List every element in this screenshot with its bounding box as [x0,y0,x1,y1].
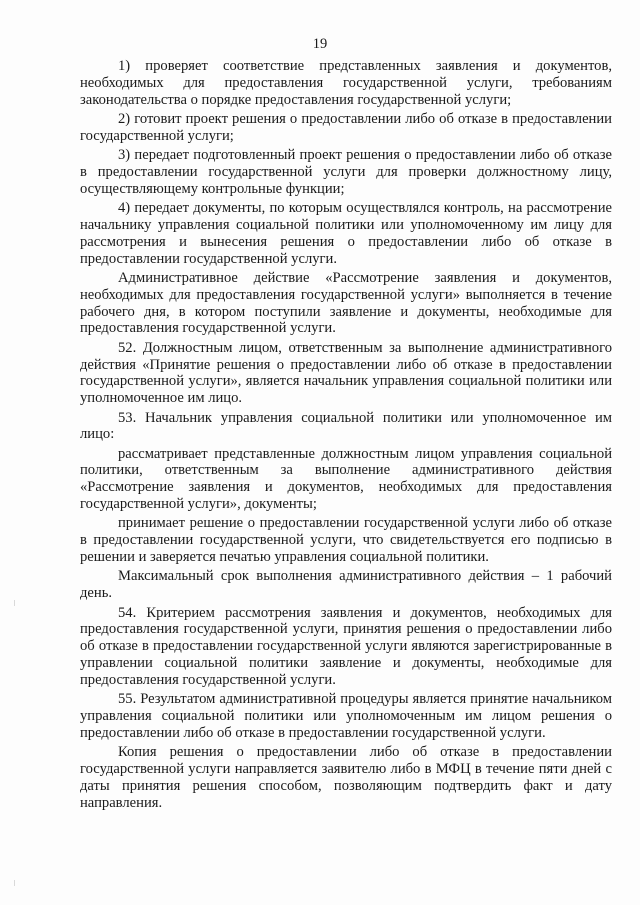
paragraph-make-decision: принимает решение о предоставлении государственной услуги либо об отказе в предоставлении государственной услуги, что свидетельствуется его подписью в решении и заверяется печатью управления социальной политики. [80,515,612,566]
paragraph-action-duration: Административное действие «Рассмотрение заявления и документов, необходимых для предоставления государственной услуги» выполняется в течение рабочего дня, в котором поступили заявление и документы, необходимые для предоставления государственной услуги. [80,269,612,337]
scan-edge-mark [14,880,15,886]
paragraph-item-4: 4) передает документы, по которым осуществлялся контроль, на рассмотрение начальнику управления социальной политики или уполномоченному им лицу для рассмотрения и вынесения решения о предоставлении либо об отказе в предоставлении государственной услуги. [80,200,612,267]
scan-edge-mark [14,600,15,606]
paragraph-clause-54: 54. Критерием рассмотрения заявления и документов, необходимых для предоставления государственной услуги, принятия решения о предоставлении либо об отказе в предоставлении государственной услуги являются зарегистрированные в управлении социальной политики заявление и документы, необходимые для предоставления государственной услуги. [80,604,612,688]
paragraph-review-docs: рассматривает представленные должностным лицом управления социальной политики, ответственным за выполнение административного действия «Рассмотрение заявления и документов, необходимых для предоставления государственной услуги», документы; [80,445,612,513]
paragraph-item-1: 1) проверяет соответствие представленных заявления и документов, необходимых для предоставления государственной услуги, требованиям законодательства о порядке предоставления государственной услуги; [80,58,612,108]
paragraph-item-3: 3) передает подготовленный проект решения о предоставлении либо об отказе в предоставлении государственной услуги для проверки должностному лицу, осуществляющему контрольные функции; [80,147,612,197]
paragraph-clause-55: 55. Результатом административной процедуры является принятие начальником управления социальной политики или уполномоченным им лицом решения о предоставлении либо об отказе в предоставлении государственной услуги. [80,691,612,741]
paragraph-clause-53: 53. Начальник управления социальной политики или уполномоченное им лицо: [80,409,612,443]
paragraph-item-2: 2) готовит проект решения о предоставлении либо об отказе в предоставлении государственной услуги; [80,110,612,144]
document-body [80,58,612,814]
paragraph-max-term: Максимальный срок выполнения административного действия – 1 рабочий день. [80,568,612,602]
paragraph-clause-52: 52. Должностным лицом, ответственным за выполнение административного действия «Принятие решения о предоставлении либо об отказе в предоставлении государственной услуги», является начальник управления социальной политики или уполномоченное им лицо. [80,339,612,407]
page-number: 19 [312,36,328,52]
paragraph-copy-of-decision: Копия решения о предоставлении либо об отказе в предоставлении государственной услуги направляется заявителю либо в МФЦ в течение пяти дней с даты принятия решения способом, позволяющим подтвердить факт и дату направления. [80,744,612,811]
